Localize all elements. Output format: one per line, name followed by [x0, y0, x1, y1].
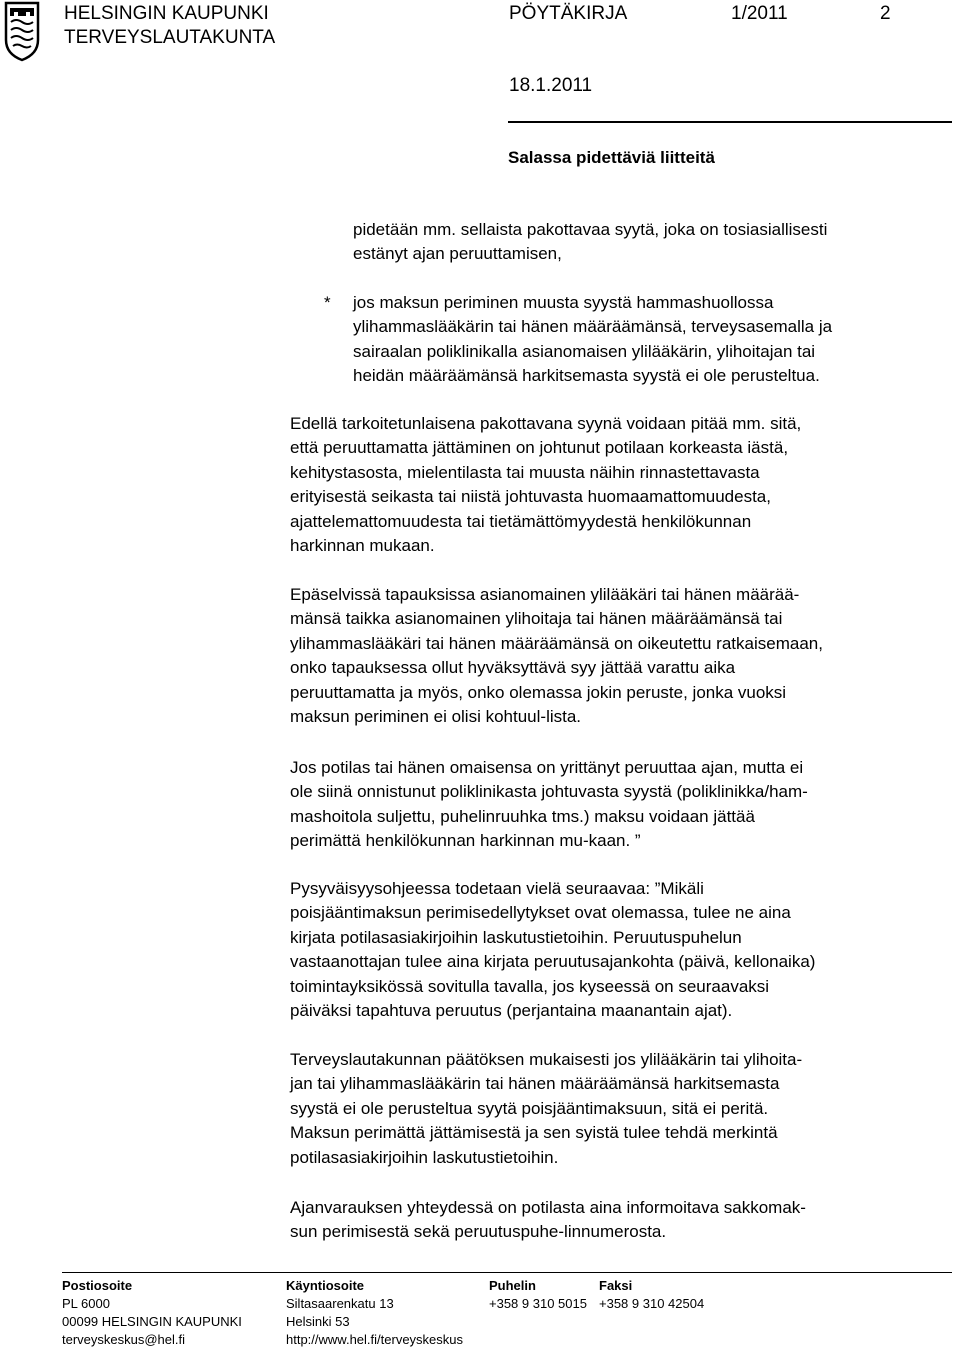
text-line: heidän määräämänsä harkitsemasta syystä ei ole perusteltua. — [353, 366, 820, 386]
document-type: PÖYTÄKIRJA — [509, 3, 628, 24]
text-line: Jos potilas tai hänen omaisensa on yrittänyt peruuttaa ajan, mutta ei — [290, 758, 804, 777]
text-line: sun perimisestä sekä peruutuspuhe-linnumerosta. — [290, 1222, 667, 1242]
footer-postal-heading: Postiosoite — [62, 1278, 133, 1293]
footer-visit-line: Siltasaarenkatu 13 — [286, 1296, 394, 1311]
text-line: Terveyslautakunnan päätöksen mukaisesti jos ylilääkärin tai ylihoita- — [290, 1050, 803, 1069]
text-line: Ajanvarauksen yhteydessä on potilasta aina informoitava sakkomak- — [290, 1198, 806, 1217]
text-line: perimättä henkilökunnan harkinnan mu-kaan. ” — [290, 831, 641, 851]
text-line: jos maksun periminen muusta syystä hammashuollossa — [353, 293, 774, 312]
paragraph-2 — [290, 583, 940, 729]
footer-phone-heading: Puhelin — [489, 1278, 536, 1293]
paragraph-6 — [290, 1196, 940, 1245]
text-line: potilasasiakirjoihin laskutustietoihin. — [290, 1147, 559, 1167]
section-title: Salassa pidettäviä liitteitä — [508, 148, 715, 167]
text-line: toimintayksikössä sovitulla tavalla, jos kyseessä on seuraavaksi — [290, 976, 770, 996]
paragraph-4 — [290, 877, 940, 1023]
text-line: peruuttamatta ja myös, onko olemassa jokin peruste, jonka vuoksi — [290, 682, 787, 702]
footer-website: http://www.hel.fi/terveyskeskus — [286, 1332, 464, 1347]
text-line: Pysyväisyysohjeessa todetaan vielä seuraavaa: ”Mikäli — [290, 879, 704, 898]
org-name: HELSINGIN KAUPUNKI — [64, 3, 269, 24]
intro-text — [353, 218, 960, 267]
paragraph-1 — [290, 412, 940, 558]
footer-divider — [62, 1272, 952, 1273]
text-line: syystä ei ole perusteltua syytä poisjääntimaksuun, sitä ei peritä. — [290, 1098, 769, 1118]
text-line: että peruuttamatta jättäminen on johtunut potilaan korkeasta iästä, — [290, 438, 789, 458]
footer-fax — [599, 1277, 704, 1313]
footer-postal-line: PL 6000 — [62, 1296, 110, 1311]
page-number: 2 — [880, 3, 891, 24]
footer-postal — [62, 1277, 242, 1349]
footer-fax-heading: Faksi — [599, 1278, 633, 1293]
header-divider — [508, 121, 952, 123]
text-line: maksun periminen ei olisi kohtuul-lista. — [290, 707, 582, 727]
text-line: sairaalan poliklinikalla asianomaisen ylilääkärin, ylihoitajan tai — [353, 341, 816, 361]
text-line: ole siinä onnistunut poliklinikasta johtuvasta syystä (poliklinikka/ham- — [290, 782, 808, 802]
helsinki-crest-logo — [1, 0, 43, 62]
text-line: Epäselvissä tapauksissa asianomainen ylilääkäri tai hänen määrää- — [290, 585, 800, 604]
text-line: onko tapauksessa ollut hyväksyttävä syy jättää varattu aika — [290, 658, 736, 678]
text-line: ajattelemattomuudesta tai tietämättömyydestä henkilökunnan — [290, 511, 752, 531]
paragraph-3 — [290, 756, 940, 854]
paragraph-5 — [290, 1048, 940, 1170]
text-line: jan tai ylihammaslääkärin tai hänen määräämänsä harkitsemasta — [290, 1074, 780, 1094]
bullet-text — [353, 291, 960, 389]
text-line: estänyt ajan peruuttamisen, — [353, 244, 562, 264]
text-line: mashoitola suljettu, puhelinruuhka tms.) maksu voidaan jättää — [290, 806, 755, 826]
footer-phone-number: +358 9 310 5015 — [489, 1296, 587, 1311]
text-line: harkinnan mukaan. — [290, 536, 435, 556]
footer-visit — [286, 1277, 463, 1349]
text-line: päiväksi tapahtuva peruutus (perjantaina maanantain ajat). — [290, 1001, 733, 1021]
text-line: ylihammaslääkärin tai hänen määräämänsä, terveysasemalla ja — [353, 317, 833, 337]
text-line: mänsä taikka asianomainen ylihoitaja tai hänen määräämänsä tai — [290, 609, 783, 629]
footer-visit-line: Helsinki 53 — [286, 1314, 350, 1329]
text-line: Edellä tarkoitetunlaisena pakottavana syynä voidaan pitää mm. sitä, — [290, 414, 802, 433]
text-line: kehitystasosta, mielentilasta tai muusta näihin rinnastettavasta — [290, 462, 760, 482]
footer-fax-number: +358 9 310 42504 — [599, 1296, 705, 1311]
org-board: TERVEYSLAUTAKUNTA — [64, 27, 276, 48]
footer-phone — [489, 1277, 587, 1313]
footer-postal-line: 00099 HELSINGIN KAUPUNKI — [62, 1314, 242, 1329]
text-line: poisjääntimaksun perimisedellytykset ovat olemassa, tulee ne aina — [290, 903, 791, 923]
text-line: kirjata potilasasiakirjoihin laskutustietoihin. Peruutuspuhelun — [290, 927, 742, 947]
footer-email: terveyskeskus@hel.fi — [62, 1332, 186, 1347]
text-line: ylihammaslääkäri tai hänen määräämänsä on oikeutettu ratkaisemaan, — [290, 633, 823, 653]
bullet-mark: * — [324, 293, 331, 312]
text-line: Maksun perimättä jättämisestä ja sen syistä tulee tehdä merkintä — [290, 1123, 778, 1143]
text-line: erityisestä seikasta tai niistä johtuvasta huomaamattomuudesta, — [290, 487, 771, 507]
footer-visit-heading: Käyntiosoite — [286, 1278, 365, 1293]
text-line: pidetään mm. sellaista pakottavaa syytä, joka on tosiasiallisesti — [353, 220, 828, 239]
text-line: vastaanottajan tulee aina kirjata peruutusajankohta (päivä, kellonaika) — [290, 952, 816, 972]
document-number: 1/2011 — [731, 3, 788, 24]
document-date: 18.1.2011 — [509, 75, 593, 96]
